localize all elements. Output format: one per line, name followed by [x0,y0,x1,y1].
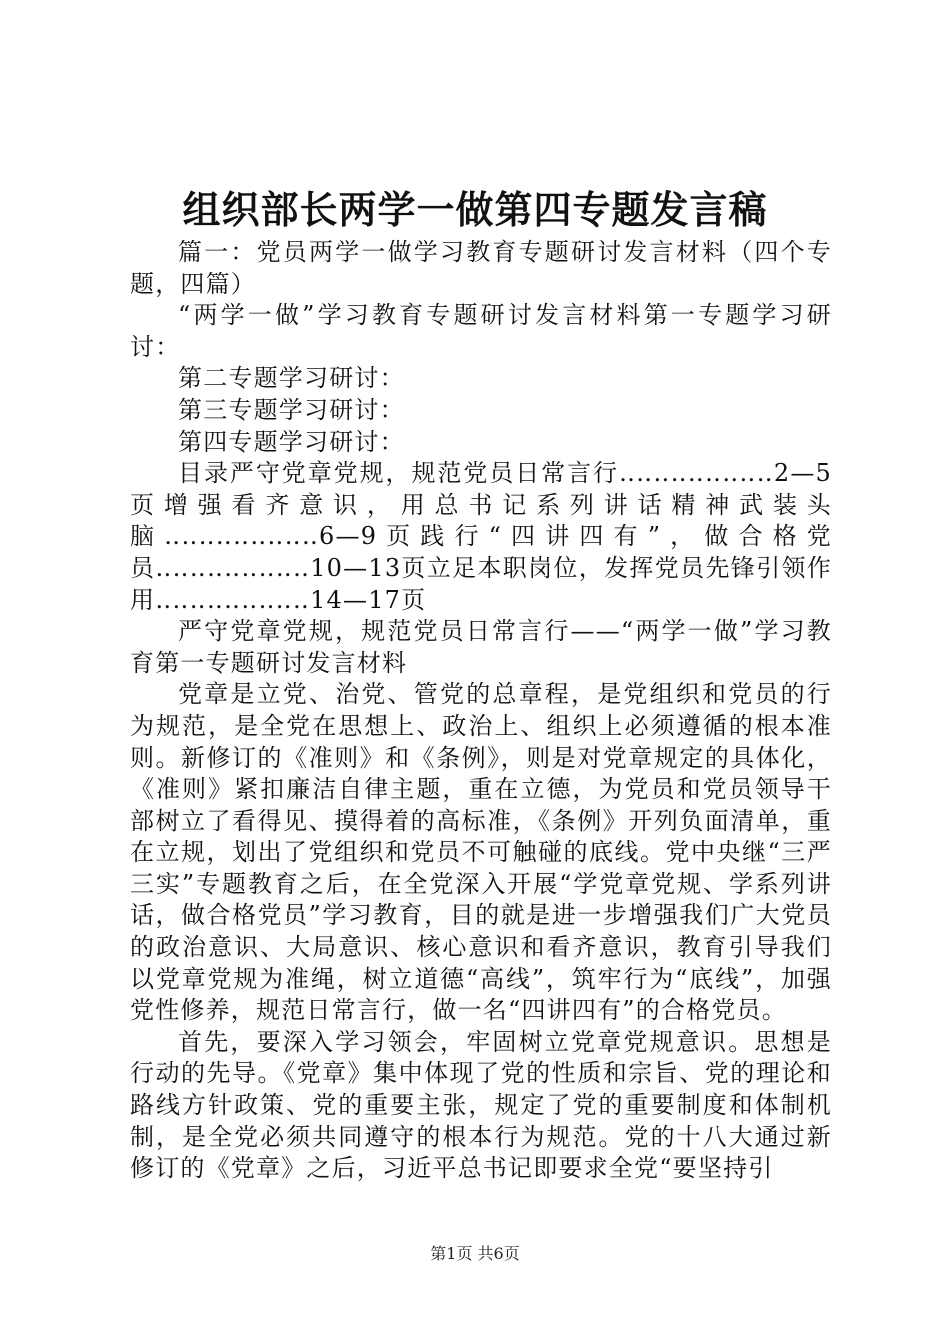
paragraph-1: 篇一：党员两学一做学习教育专题研讨发言材料（四个专题，四篇） [130,238,832,298]
section-heading: 严守党章党规，规范党员日常言行——“两学一做”学习教育第一专题研讨发言材料 [130,617,832,677]
paragraph-4: 第三专题学习研讨： [178,395,405,424]
table-of-contents: 目录严守党章党规，规范党员日常言行‥‥‥‥‥‥‥‥‥2—5页增强看齐意识，用总书记系列讲话精神武装头脑‥‥‥‥‥‥‥‥‥6—9页践行“四讲四有”，做合格党员‥‥‥‥‥‥‥‥‥10—13页立足本职岗位，发挥党员先锋引领作用‥‥‥‥‥‥‥‥‥14—17页 [130,459,832,614]
paragraph-3: 第二专题学习研讨： [178,364,405,393]
paragraph-5: 第四专题学习研讨： [178,427,405,456]
page-number-footer: 第1页 共6页 [430,1244,520,1263]
document-body [130,237,832,1185]
paragraph-2: “两学一做”学习教育专题研讨发言材料第一专题学习研讨： [130,301,832,361]
paragraph-8: 党章是立党、治党、管党的总章程，是党组织和党员的行为规范，是全党在思想上、政治上、组织上必须遵循的根本准则。新修订的《准则》和《条例》，则是对党章规定的具体化，《准则》紧扣廉洁自律主题，重在立德，为党员和党员领导干部树立了看得见、摸得着的高标准，《条例》开列负面清单，重在立规，划出了党组织和党员不可触碰的底线。党中央继“三严三实”专题教育之后，在全党深入开展“学党章党规、学系列讲话，做合格党员”学习教育，目的就是进一步增强我们广大党员的政治意识、大局意识、核心意识和看齐意识，教育引导我们以党章党规为准绳，树立道德“高线”，筑牢行为“底线”，加强党性修养，规范日常言行，做一名“四讲四有”的合格党员。 [130,680,832,1025]
document-title: 组织部长两学一做第四专题发言稿 [182,187,768,232]
paragraph-9: 首先，要深入学习领会，牢固树立党章党规意识。思想是行动的先导。《党章》集中体现了党的性质和宗旨、党的理论和路线方针政策、党的重要主张，规定了党的重要制度和体制机制，是全党必须共同遵守的根本行为规范。党的十八大通过新修订的《党章》之后，习近平总书记即要求全党“要坚持引 [130,1027,832,1183]
